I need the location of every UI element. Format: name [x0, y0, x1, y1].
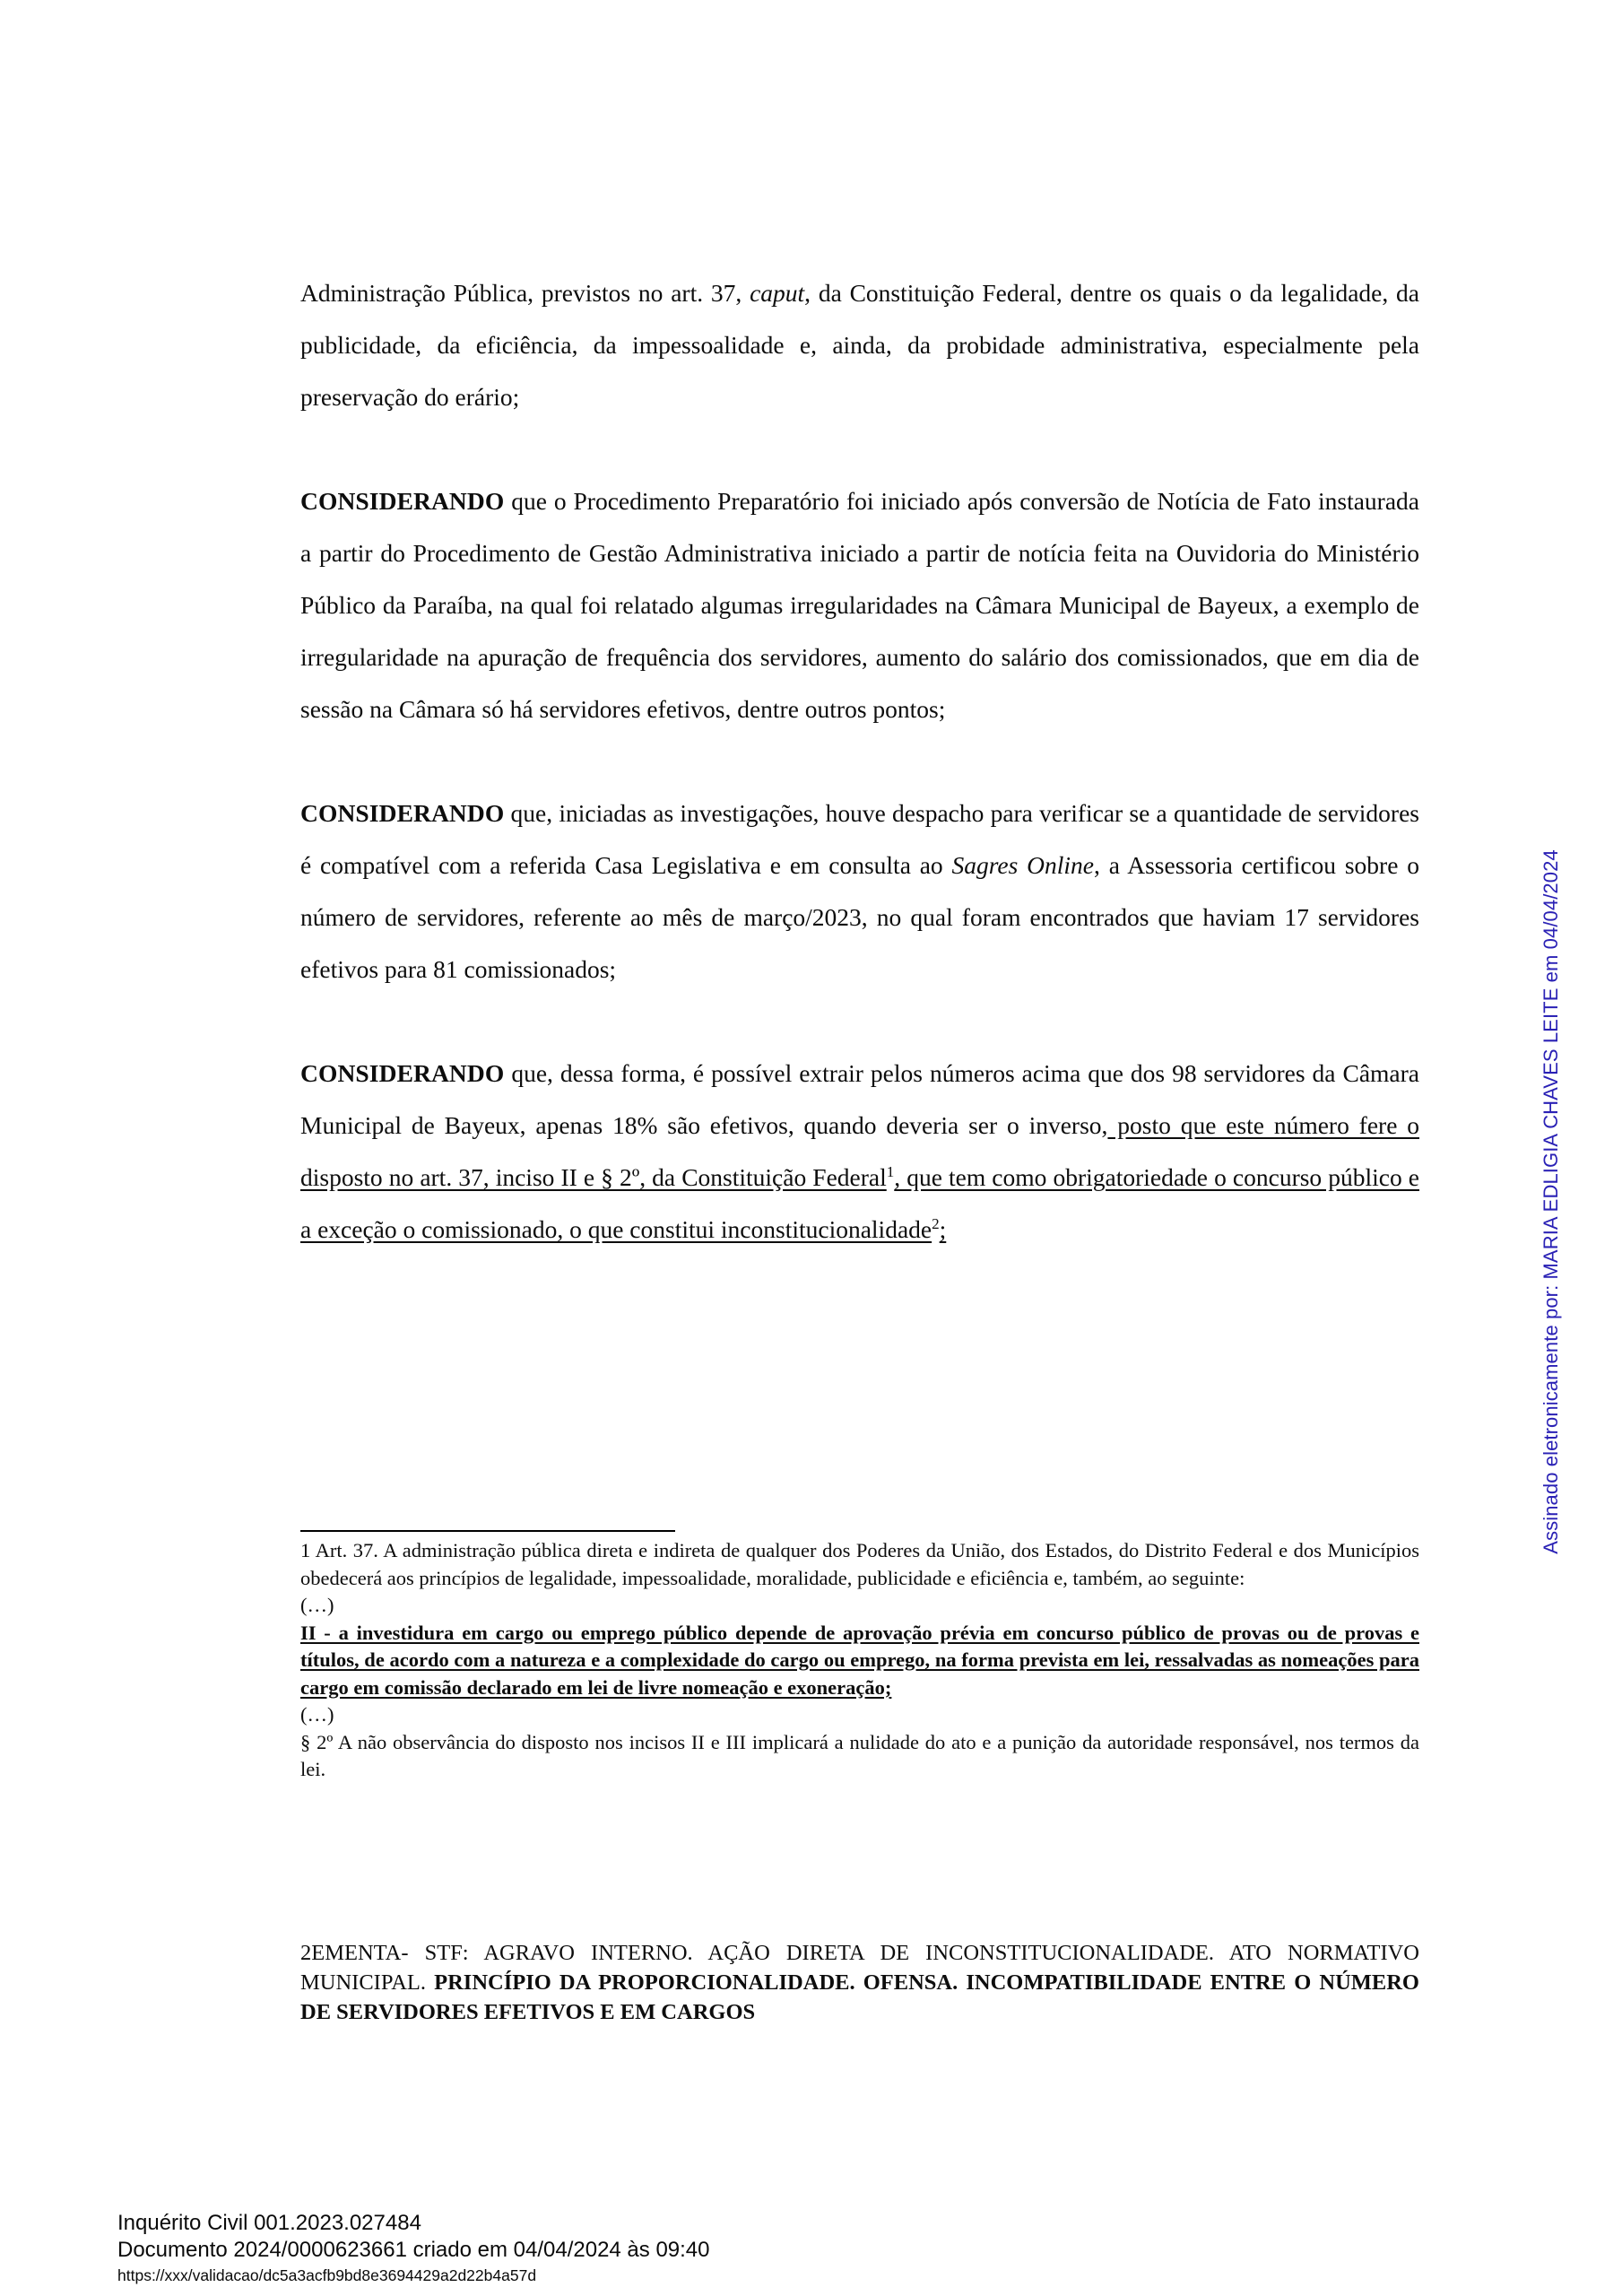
considerando-keyword: CONSIDERANDO	[300, 487, 505, 515]
text-run-underlined: , que tem como obrigatoriedade o concurso público e a exceção o comissionado, o que constitui inconstitucionalidade	[300, 1163, 1420, 1243]
footnote-separator-rule	[300, 1530, 675, 1532]
paragraph-considerando-3	[300, 1048, 1419, 1256]
footnote-marker-2: 2	[932, 1214, 940, 1232]
ementa-text	[300, 1938, 1419, 2027]
paragraph-considerando-1	[300, 475, 1419, 735]
footnote-line: 1 Art. 37. A administração pública direta e indireta de qualquer dos Poderes da União, dos Estados, do Distrito Federal e dos Municípios obedecerá aos princípios de legalidade, impessoalidade, moralidade, publicidade e eficiência e, também, ao seguinte:	[300, 1539, 1419, 1589]
text-run-italic: Sagres Online	[951, 851, 1095, 879]
paragraph-considerando-2	[300, 787, 1419, 996]
footer-document-info: Documento 2024/0000623661 criado em 04/04/2024 às 09:40	[117, 2238, 710, 2262]
text-run: , da Constituição Federal, dentre os quais o da legalidade, da publicidade, da eficiência, da impessoalidade e, ainda, da probidade administrativa, especialmente pela preservação do erário;	[300, 279, 1419, 411]
text-run-italic: caput	[750, 279, 805, 307]
footnote-line: (…)	[300, 1703, 334, 1726]
footnote-marker-1: 1	[886, 1162, 895, 1180]
text-run: , a Assessoria certificou sobre o número de servidores, referente ao mês de março/2023, no qual foram encontrados que haviam 17 servidores efetivos para 81 comissionados;	[300, 851, 1419, 983]
footnote-line: (…)	[300, 1594, 334, 1616]
text-run: que o Procedimento Preparatório foi iniciado após conversão de Notícia de Fato instaurada a partir do Procedimento de Gestão Administrativa iniciado a partir de notícia feita na Ouvidoria do Ministério Público da Paraíba, na qual foi relatado algumas irregularidades na Câmara Municipal de Bayeux, a exemplo de irregularidade na apuração de frequência dos servidores, aumento do salário dos comissionados, que em dia de sessão na Câmara só há servidores efetivos, dentre outros pontos;	[300, 487, 1419, 723]
text-run: que, dessa forma, é possível extrair pelos números acima que dos 98 servidores da Câmara Municipal de Bayeux, apenas 18% são efetivos, quando deveria ser o inverso,	[300, 1059, 1419, 1139]
page-footer	[117, 2210, 710, 2286]
footnote-line-emphasised: II - a investidura em cargo ou emprego público depende de aprovação prévia em concurso público de provas ou de provas e títulos, de acordo com a natureza e a complexidade do cargo ou emprego, na forma prevista em lei, ressalvadas as nomeações para cargo em comissão declarado em lei de livre nomeação e exoneração;	[300, 1621, 1419, 1699]
footnote-block	[300, 1530, 1419, 1784]
considerando-keyword: CONSIDERANDO	[300, 1059, 505, 1087]
text-run: 2EMENTA- STF: AGRAVO INTERNO. AÇÃO DIRETA DE INCONSTITUCIONALIDADE. ATO NORMATIVO MUNICIPAL.	[300, 1941, 1419, 1995]
document-body	[300, 267, 1419, 1256]
ementa-block	[300, 1938, 1419, 2027]
footer-validation-url: https://xxx/validacao/dc5a3acfb9bd8e3694429a2d22b4a57d	[117, 2266, 537, 2284]
footnote-line: § 2º A não observância do disposto nos incisos II e III implicará a nulidade do ato e a punição da autoridade responsável, nos termos da lei.	[300, 1730, 1419, 1780]
text-run: Administração Pública, previstos no art. 37,	[300, 279, 750, 307]
text-run-bold: PRINCÍPIO DA PROPORCIONALIDADE. OFENSA. INCOMPATIBILIDADE ENTRE O NÚMERO DE SERVIDORES EFETIVOS E EM CARGOS	[300, 1970, 1419, 2024]
paragraph-continuation	[300, 267, 1419, 423]
footer-case-number: Inquérito Civil 001.2023.027484	[117, 2211, 421, 2235]
considerando-keyword: CONSIDERANDO	[300, 799, 505, 827]
text-run-underlined: posto que este número fere o disposto no art. 37, inciso II e § 2º, da Constituição Federal	[300, 1111, 1419, 1191]
electronic-signature-text: Assinado eletronicamente por: MARIA EDLIGIA CHAVES LEITE em 04/04/2024	[1540, 849, 1562, 1554]
text-run-underlined: ;	[939, 1215, 947, 1243]
electronic-signature-stamp	[1531, 753, 1572, 1650]
text-run: que, iniciadas as investigações, houve despacho para verificar se a quantidade de servidores é compatível com a referida Casa Legislativa e em consulta ao	[300, 799, 1419, 879]
